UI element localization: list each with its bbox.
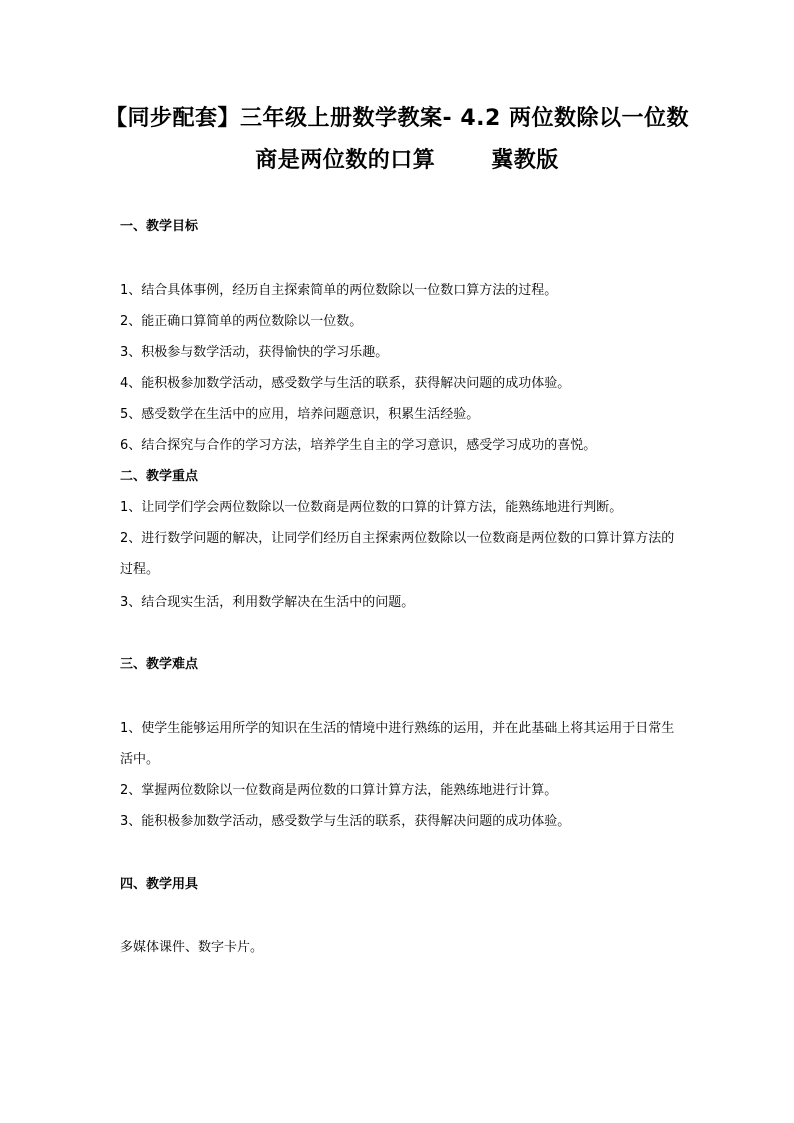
document-title-subtitle: 商是两位数的口算 [255,148,436,173]
section-heading-goals: 一、教学目标 [120,219,199,234]
document-title-line-1: 【同步配套】三年级上册数学教案- 4.2 两位数除以一位数 [105,106,689,131]
list-item: 1、结合具体事例，经历自主探索简单的两位数除以一位数口算方法的过程。 [120,283,558,298]
list-item: 3、积极参与数学活动，获得愉快的学习乐趣。 [120,345,389,360]
list-item: 6、结合探究与合作的学习方法，培养学生自主的学习意识，感受学习成功的喜悦。 [120,438,597,453]
document-title-line-2 [0,146,794,176]
list-item: 2、掌握两位数除以一位数商是两位数的口算计算方法，能熟练地进行计算。 [120,783,558,798]
list-item: 5、感受数学在生活中的应用，培养问题意识，积累生活经验。 [120,407,480,422]
list-item: 多媒体课件、数字卡片。 [120,940,264,955]
document-title-edition: 冀教版 [491,148,559,173]
list-item: 1、使学生能够运用所学的知识在生活的情境中进行熟练的运用，并在此基础上将其运用于日常生活中。 [120,721,675,767]
list-item: 3、能积极参加数学活动，感受数学与生活的联系，获得解决问题的成功体验。 [120,814,571,829]
list-item: 3、结合现实生活，利用数学解决在生活中的问题。 [120,595,415,610]
section-heading-difficulties: 三、教学难点 [120,657,199,672]
list-item: 1、让同学们学会两位数除以一位数商是两位数的口算的计算方法，能熟练地进行判断。 [120,500,623,515]
list-item: 2、进行数学问题的解决，让同学们经历自主探索两位数除以一位数商是两位数的口算计算方法的过程。 [120,531,675,577]
section-heading-key-points: 二、教学重点 [120,469,199,484]
list-item: 2、能正确口算简单的两位数除以一位数。 [120,314,363,329]
list-item: 4、能积极参加数学活动，感受数学与生活的联系，获得解决问题的成功体验。 [120,376,571,391]
section-heading-tools: 四、教学用具 [120,877,199,892]
